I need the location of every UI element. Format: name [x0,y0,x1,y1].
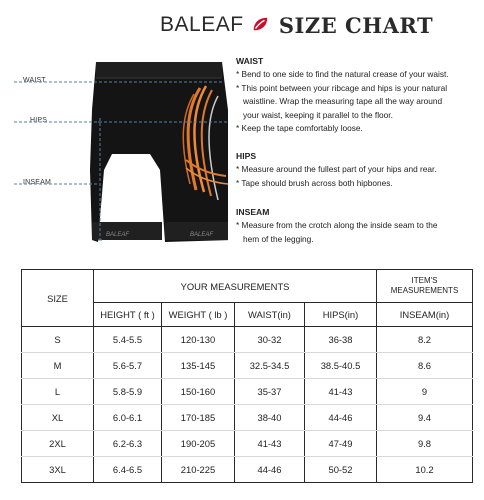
table-cell: 47-49 [305,431,377,457]
waist-line: your waist, keeping it parallel to the floor. [243,109,393,120]
table-cell: 36-38 [305,327,377,353]
column-header: HEIGHT ( ft ) [94,303,162,327]
table-cell: M [22,353,94,379]
table-header-row [22,270,473,303]
size-chart-table [21,269,473,483]
leg-brand-text-right: BALEAF [190,232,214,238]
table-cell: 8.2 [377,327,473,353]
table-cell: 135-145 [162,353,235,379]
table-row [22,353,473,379]
table-cell: 3XL [22,457,94,483]
table-cell: XL [22,405,94,431]
column-header: WAIST(in) [235,303,305,327]
table-cell: 210-225 [162,457,235,483]
hips-line: * Tape should brush across both hipbones. [236,177,393,188]
page-title: SIZE CHART [278,12,434,38]
table-cell: 35-37 [235,379,305,405]
hips-line: * Measure around the fullest part of your hips and rear. [236,164,437,175]
waist-line: * This point between your ribcage and hips is your natural [236,82,448,93]
waist-heading: WAIST [236,56,264,66]
header [160,10,433,40]
table-cell: 2XL [22,431,94,457]
inseam-heading: INSEAM [236,207,270,217]
waist-line: waistline. Wrap the measuring tape all the way around [243,96,443,107]
table-cell: 9.4 [377,405,473,431]
table-cell: 10.2 [377,457,473,483]
waist-line: * Bend to one side to find the natural crease of your waist. [236,69,449,80]
size-header: SIZE [22,270,94,327]
table-cell: 8.6 [377,353,473,379]
table-body [22,327,473,483]
column-header: INSEAM(in) [377,303,473,327]
table-cell: 38-40 [235,405,305,431]
table-cell: 41-43 [305,379,377,405]
table-cell: 5.4-5.5 [94,327,162,353]
table-cell: 50-52 [305,457,377,483]
table-cell: 6.0-6.1 [94,405,162,431]
inseam-line: hem of the legging. [243,233,314,244]
inseam-label: INSEAM [23,179,52,186]
your-measurements-header: YOUR MEASUREMENTS [94,270,377,303]
items-measurements-header: ITEM'S MEASUREMENTS [377,270,473,303]
table-cell: 5.8-5.9 [94,379,162,405]
table-row [22,327,473,353]
table-row [22,457,473,483]
table-cell: 38.5-40.5 [305,353,377,379]
hips-heading: HIPS [236,151,257,161]
table-cell: 5.6-5.7 [94,353,162,379]
leaf-logo-icon [251,15,269,33]
column-header: WEIGHT ( lb ) [162,303,235,327]
table-cell: S [22,327,94,353]
table-cell: 32.5-34.5 [235,353,305,379]
table-cell: 44-46 [305,405,377,431]
inseam-section [236,205,476,246]
table-cell: 9.8 [377,431,473,457]
table-cell: 190-205 [162,431,235,457]
table-cell: 120-130 [162,327,235,353]
table-cell: 44-46 [235,457,305,483]
table-cell: 9 [377,379,473,405]
brand-text: BALEAF [160,13,244,36]
table-cell: 150-160 [162,379,235,405]
brand-name [160,13,269,37]
shorts-image [0,50,228,250]
table-row [22,405,473,431]
inseam-line: * Measure from the crotch along the inside seam to the [236,220,438,231]
waist-line: * Keep the tape comfortably loose. [236,123,363,134]
waist-label: WAIST [23,77,46,84]
table-row [22,379,473,405]
table-cell: 170-185 [162,405,235,431]
table-row [22,431,473,457]
table-cell: L [22,379,94,405]
table-cell: 41-43 [235,431,305,457]
table-cell: 6.2-6.3 [94,431,162,457]
hips-label: HIPS [30,117,48,124]
waist-section [236,54,476,135]
shorts-illustration [0,50,228,250]
hips-section [236,149,476,190]
table-cell: 6.4-6.5 [94,457,162,483]
leg-brand-text-left: BALEAF [106,232,130,238]
column-header: HIPS(in) [305,303,377,327]
table-cell: 30-32 [235,327,305,353]
